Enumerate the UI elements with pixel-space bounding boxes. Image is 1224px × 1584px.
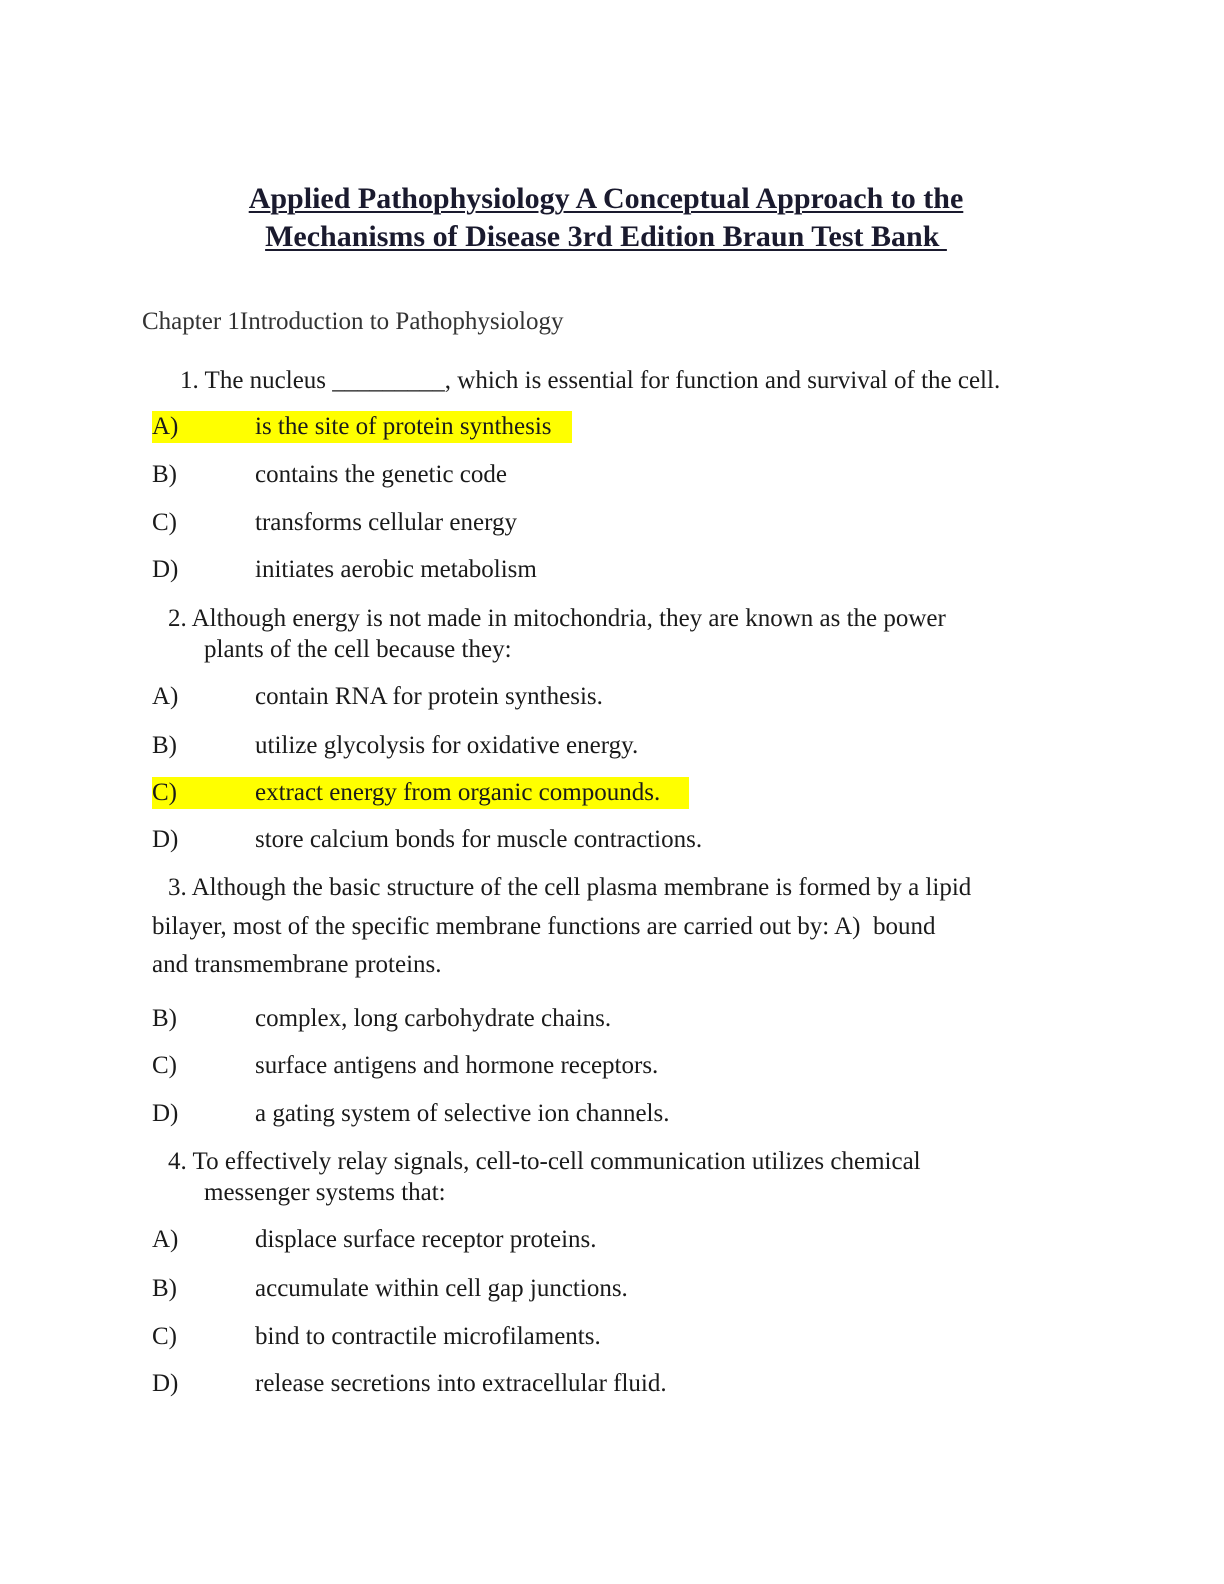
option-text: release secretions into extracellular fluid. — [255, 1370, 667, 1397]
option-letter: D) — [152, 1370, 179, 1397]
question-4-option-a — [152, 1224, 597, 1256]
option-text: contain RNA for protein synthesis. — [255, 683, 603, 710]
option-letter: B) — [152, 1005, 177, 1032]
option-letter: D) — [152, 556, 179, 583]
question-4-stem-line-1: 4. To effectively relay signals, cell-to-cell communication utilizes chemical — [168, 1148, 921, 1175]
title-line-2: Mechanisms of Disease 3rd Edition Braun Test Bank — [265, 220, 947, 253]
option-text: extract energy from organic compounds. — [255, 779, 661, 806]
option-text: transforms cellular energy — [255, 509, 517, 536]
option-text: bind to contractile microfilaments. — [255, 1323, 601, 1350]
option-letter: B) — [152, 461, 177, 488]
question-4-stem-line-2: messenger systems that: — [204, 1179, 446, 1206]
option-letter: D) — [152, 1100, 179, 1127]
option-letter: D) — [152, 826, 179, 853]
question-3-stem-line-1: 3. Although the basic structure of the cell plasma membrane is formed by a lipid — [168, 874, 972, 901]
option-text: accumulate within cell gap junctions. — [255, 1275, 628, 1302]
option-text: contains the genetic code — [255, 461, 507, 488]
question-2-option-a — [152, 681, 603, 713]
option-text: initiates aerobic metabolism — [255, 556, 537, 583]
question-2-option-b — [152, 730, 639, 762]
question-2-stem-line-1: 2. Although energy is not made in mitochondria, they are known as the power — [168, 605, 946, 632]
question-1-stem: 1. The nucleus _________, which is essential for function and survival of the cell. — [180, 367, 1001, 394]
option-letter: C) — [152, 1323, 177, 1350]
option-letter: A) — [152, 1226, 179, 1253]
question-1-option-a — [152, 411, 572, 443]
option-text: a gating system of selective ion channels. — [255, 1100, 670, 1127]
option-text: surface antigens and hormone receptors. — [255, 1052, 659, 1079]
question-4-option-b — [152, 1273, 628, 1305]
document-title — [0, 180, 1212, 256]
option-text: is the site of protein synthesis — [255, 413, 552, 440]
option-text: complex, long carbohydrate chains. — [255, 1005, 612, 1032]
option-text: store calcium bonds for muscle contractions. — [255, 826, 703, 853]
option-letter: B) — [152, 1275, 177, 1302]
question-3-option-d — [152, 1098, 670, 1130]
question-1-option-c — [152, 507, 517, 539]
option-letter: A) — [152, 683, 179, 710]
question-2-option-d — [152, 824, 703, 856]
question-1-option-b — [152, 459, 507, 491]
question-2-option-c — [152, 777, 689, 809]
question-3-option-c — [152, 1050, 659, 1082]
question-3-stem-line-3: and transmembrane proteins. — [152, 951, 442, 978]
question-4-option-c — [152, 1321, 601, 1353]
question-3-stem-line-2: bilayer, most of the specific membrane functions are carried out by: A) bound — [152, 913, 936, 940]
chapter-heading: Chapter 1Introduction to Pathophysiology — [142, 308, 564, 335]
question-2-stem-line-2: plants of the cell because they: — [204, 636, 512, 663]
option-letter: B) — [152, 732, 177, 759]
option-letter: C) — [152, 779, 177, 806]
question-1-option-d — [152, 554, 537, 586]
option-letter: A) — [152, 413, 179, 440]
option-letter: C) — [152, 1052, 177, 1079]
option-letter: C) — [152, 509, 177, 536]
question-3-option-b — [152, 1003, 612, 1035]
title-line-1: Applied Pathophysiology A Conceptual Approach to the — [248, 182, 964, 215]
question-4-option-d — [152, 1368, 667, 1400]
option-text: utilize glycolysis for oxidative energy. — [255, 732, 639, 759]
option-text: displace surface receptor proteins. — [255, 1226, 597, 1253]
